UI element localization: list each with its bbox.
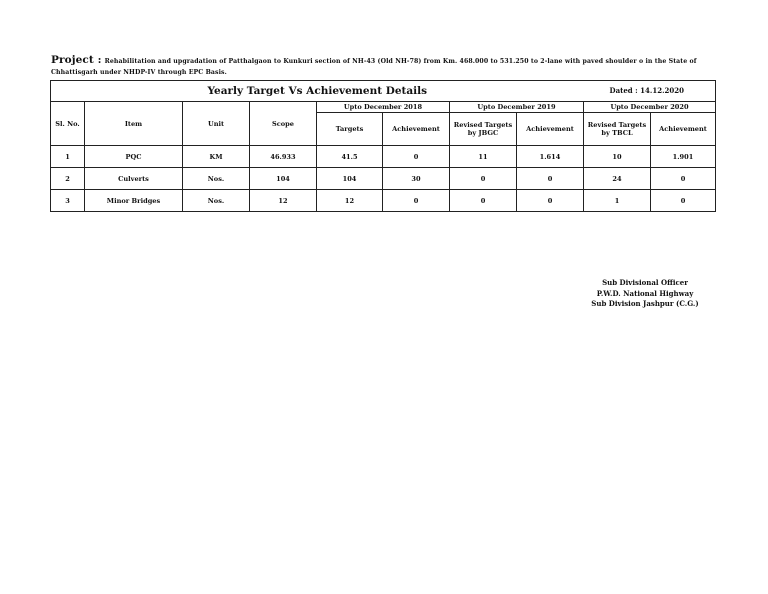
cell-achievement-2019: 1.614 (517, 146, 584, 168)
header-sl-no: Sl. No. (51, 102, 85, 146)
cell-item: Culverts (85, 168, 183, 190)
cell-achievement-2020: 0 (651, 190, 716, 212)
cell-unit: KM (183, 146, 250, 168)
cell-unit: Nos. (183, 190, 250, 212)
header-scope: Scope (250, 102, 317, 146)
subheader-achievement-2018: Achievement (383, 113, 450, 146)
cell-target-2018: 12 (317, 190, 383, 212)
subheader-targets-2018: Targets (317, 113, 383, 146)
cell-achievement-2019: 0 (517, 190, 584, 212)
cell-target-2020: 24 (584, 168, 651, 190)
title-row (51, 81, 716, 102)
table-row (51, 168, 716, 190)
table-row (51, 146, 716, 168)
cell-sl: 3 (51, 190, 85, 212)
subheader-achievement-2019: Achievement (517, 113, 584, 146)
cell-achievement-2019: 0 (517, 168, 584, 190)
header-unit: Unit (183, 102, 250, 146)
cell-sl: 2 (51, 168, 85, 190)
cell-item: PQC (85, 146, 183, 168)
cell-unit: Nos. (183, 168, 250, 190)
cell-target-2019: 11 (450, 146, 517, 168)
dated-label: Dated : 14.12.2020 (584, 81, 716, 102)
cell-target-2018: 41.5 (317, 146, 383, 168)
cell-target-2019: 0 (450, 190, 517, 212)
header-period-2020: Upto December 2020 (584, 102, 716, 113)
header-period-2018: Upto December 2018 (317, 102, 450, 113)
project-description: Rehabilitation and upgradation of Patthalgaon to Kunkuri section of NH-43 (Old NH-78) from Km. 468.000 to 531.250 to 2-lane with paved shoulder o in the State of Chhattisgarh under NHDP-IV through EPC Basis. (51, 58, 697, 76)
signature-line-2: P.W.D. National Highway (596, 288, 694, 298)
header-period-2019: Upto December 2019 (450, 102, 584, 113)
cell-achievement-2018: 0 (383, 146, 450, 168)
cell-achievement-2020: 1.901 (651, 146, 716, 168)
cell-scope: 12 (250, 190, 317, 212)
project-statement (51, 55, 721, 78)
cell-achievement-2020: 0 (651, 168, 716, 190)
signature-line-1: Sub Divisional Officer (602, 278, 688, 287)
cell-item: Minor Bridges (85, 190, 183, 212)
table-title: Yearly Target Vs Achievement Details (51, 81, 584, 102)
cell-target-2020: 10 (584, 146, 651, 168)
subheader-revised-targets-2019: Revised Targets by JBGC (450, 113, 517, 146)
cell-target-2019: 0 (450, 168, 517, 190)
cell-achievement-2018: 0 (383, 190, 450, 212)
subheader-revised-targets-2020: Revised Targets by TBCL (584, 113, 651, 146)
cell-scope: 46.933 (250, 146, 317, 168)
cell-scope: 104 (250, 168, 317, 190)
cell-achievement-2018: 30 (383, 168, 450, 190)
signature-line-3: Sub Division Jashpur (C.G.) (591, 299, 699, 308)
cell-sl: 1 (51, 146, 85, 168)
target-achievement-table (50, 80, 716, 212)
signature-block (560, 278, 730, 310)
header-item: Item (85, 102, 183, 146)
cell-target-2020: 1 (584, 190, 651, 212)
cell-target-2018: 104 (317, 168, 383, 190)
project-label: Project : (51, 54, 102, 66)
table-row (51, 190, 716, 212)
subheader-achievement-2020: Achievement (651, 113, 716, 146)
period-header-row (51, 102, 716, 113)
